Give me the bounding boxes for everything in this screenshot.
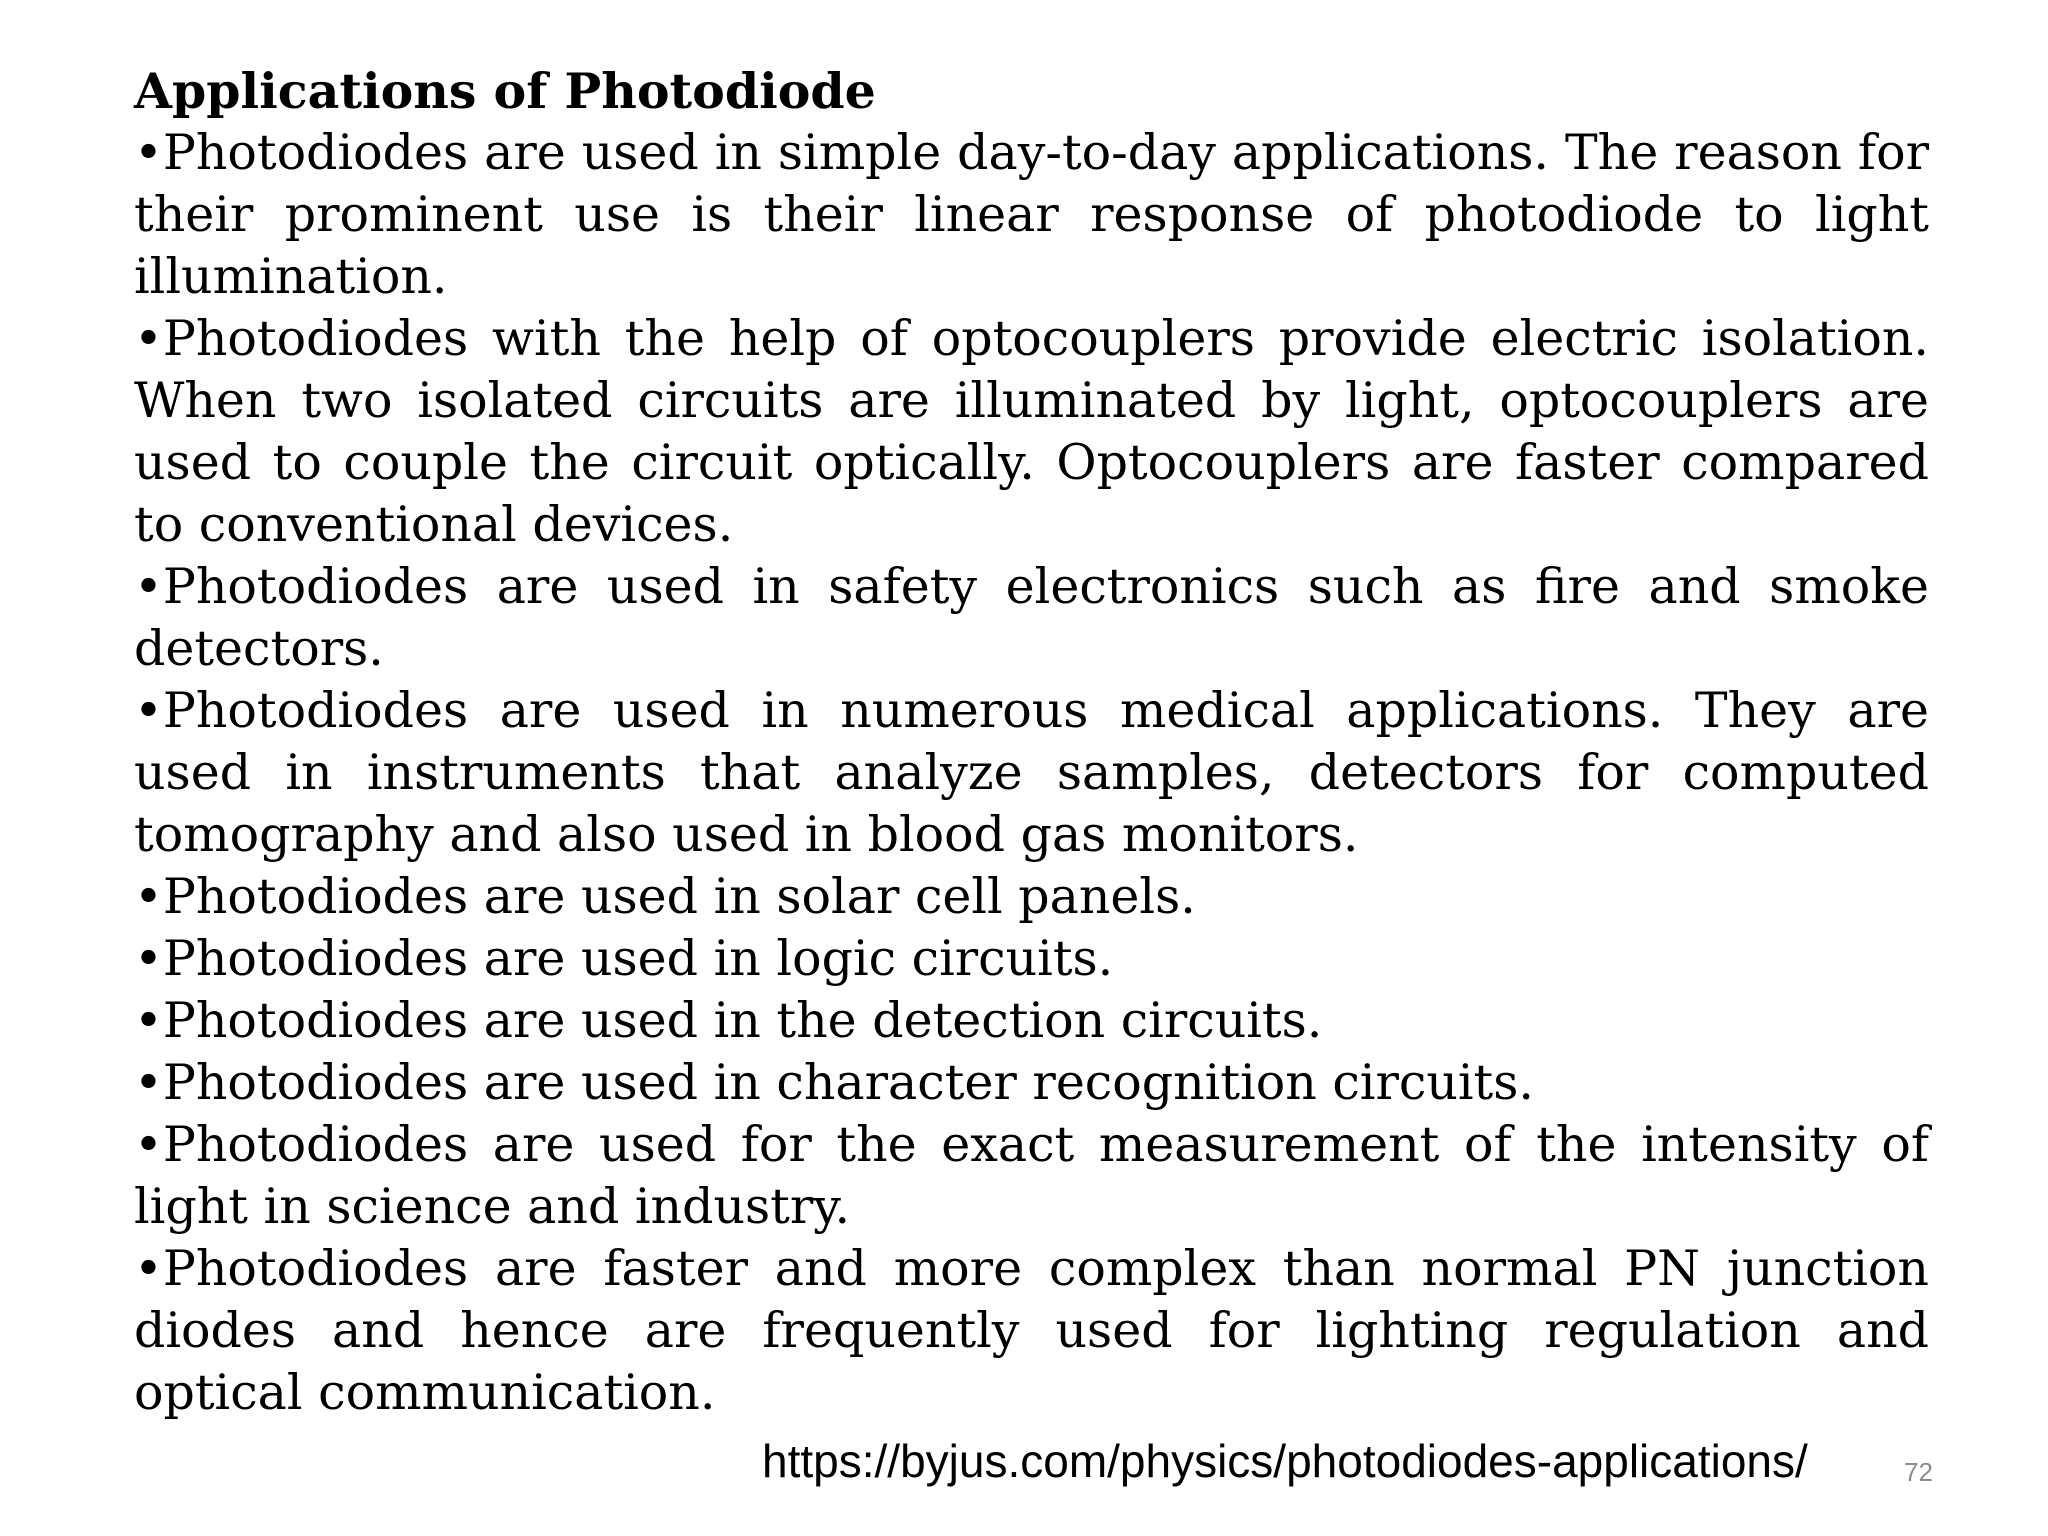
bullet-item: •Photodiodes are used in the detection circuits.: [134, 992, 1323, 1049]
bullet-item: •Photodiodes are used in safety electronics such as fire and smoke detectors.: [134, 558, 1929, 677]
bullet-item: •Photodiodes are used for the exact measurement of the intensity of light in science and industry.: [134, 1116, 1929, 1235]
bullet-item: •Photodiodes are used in solar cell panels.: [134, 868, 1196, 925]
source-link[interactable]: https://byjus.com/physics/photodiodes-applications/: [762, 1435, 1808, 1487]
bullet-item: •Photodiodes are used in character recognition circuits.: [134, 1054, 1534, 1111]
bullet-item: •Photodiodes are used in numerous medical applications. They are used in instruments that analyze samples, detectors for computed tomography and also used in blood gas monitors.: [134, 682, 1929, 863]
bullet-item: •Photodiodes with the help of optocouplers provide electric isolation. When two isolated circuits are illuminated by light, optocouplers are used to couple the circuit optically. Optocouplers are faster compared to conventional devices.: [134, 310, 1929, 553]
bullet-item: •Photodiodes are used in logic circuits.: [134, 930, 1114, 987]
slide-heading: Applications of Photodiode: [134, 62, 876, 120]
slide-content: [134, 60, 1929, 1424]
bullet-item: •Photodiodes are faster and more complex than normal PN junction diodes and hence are frequently used for lighting regulation and optical communication.: [134, 1240, 1929, 1421]
bullet-item: •Photodiodes are used in simple day-to-day applications. The reason for their prominent use is their linear response of photodiode to light illumination.: [134, 124, 1929, 305]
page-number: 72: [1904, 1457, 1933, 1487]
